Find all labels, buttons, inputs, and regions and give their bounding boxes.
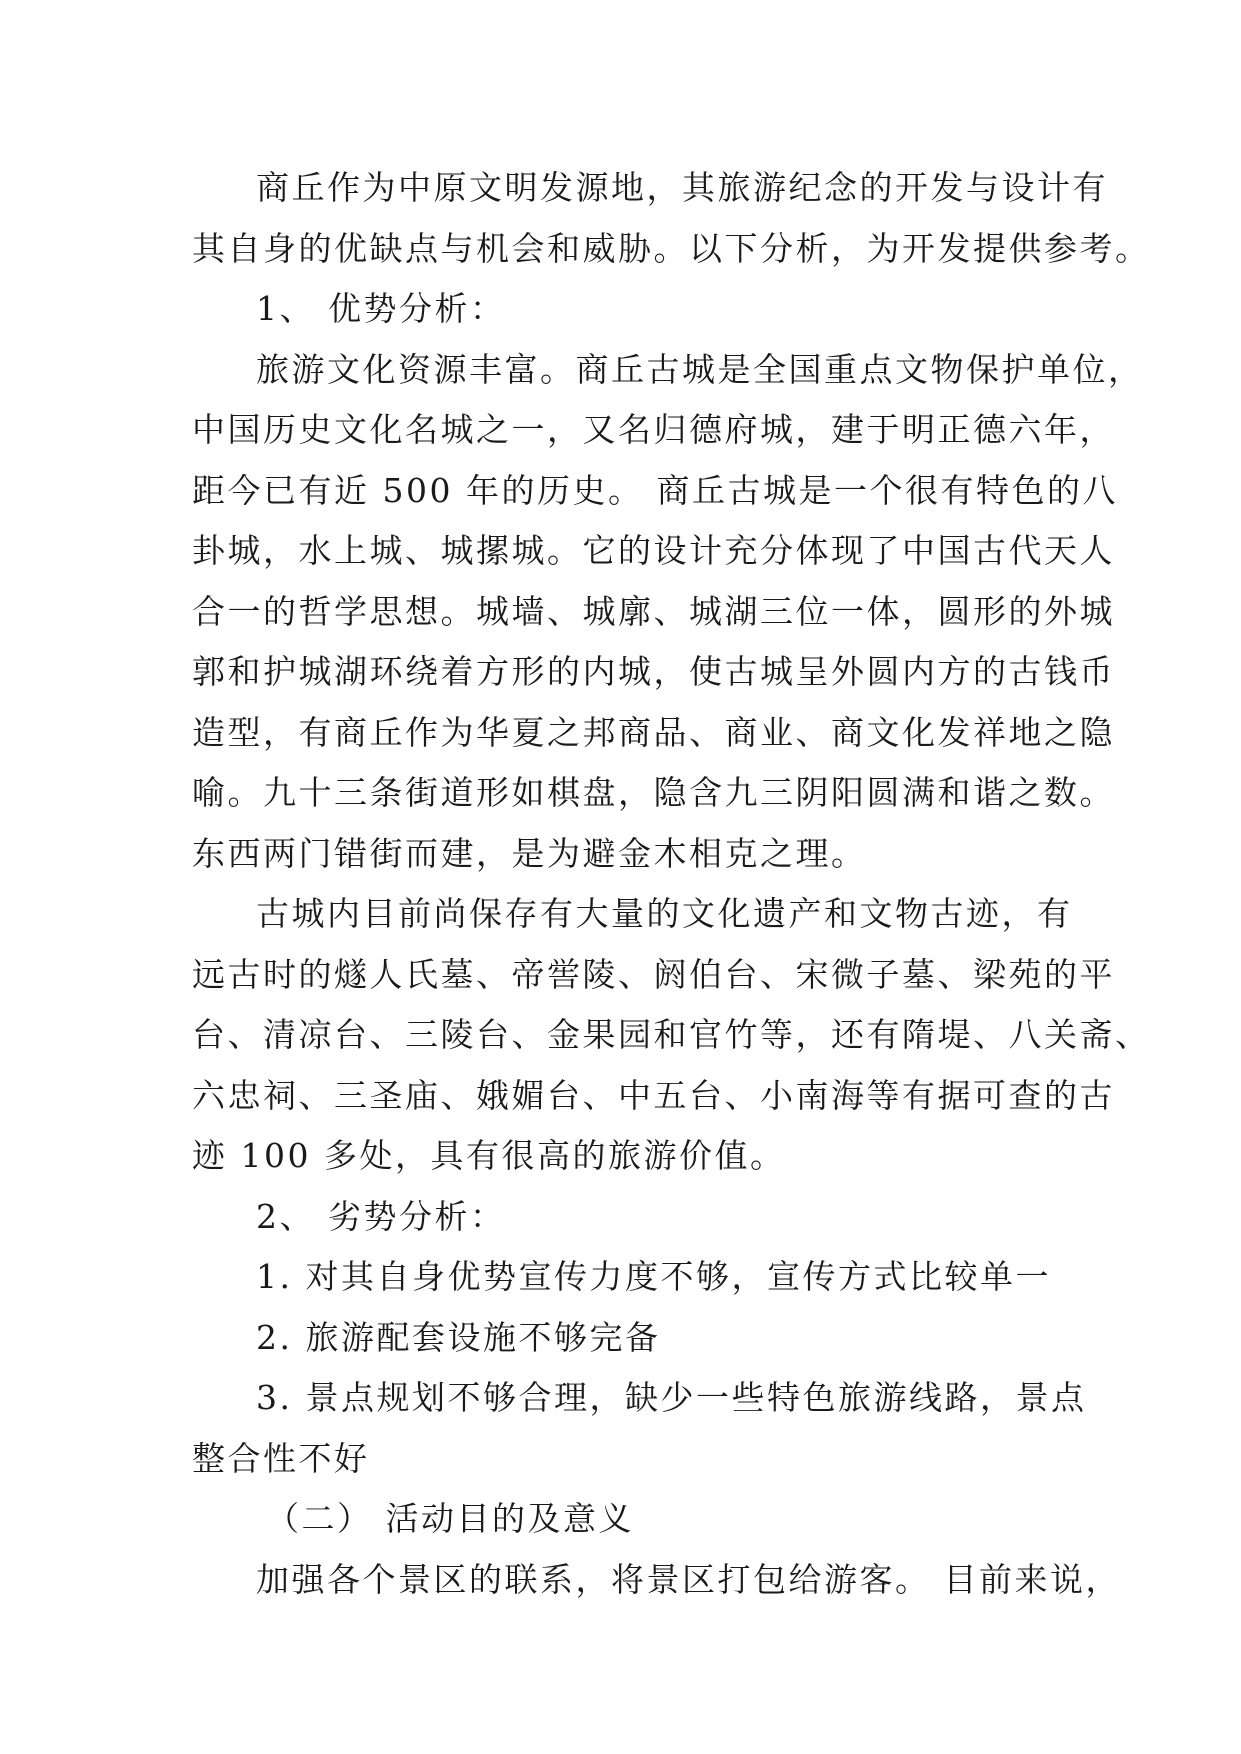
paragraph-line: 旅游文化资源丰富。商丘古城是全国重点文物保护单位， (256, 349, 1144, 389)
paragraph-line: 迹 100 多处，具有很高的旅游价值。 (192, 1136, 786, 1175)
paragraph-line: 六忠祠、三圣庙、娥媚台、中五台、小南海等有据可查的古 (192, 1075, 1115, 1115)
paragraph-line: 东西两门错街而建，是为避金木相克之理。 (192, 833, 867, 873)
paragraph-line: 古城内目前尚保存有大量的文化遗产和文物古迹，有 (256, 894, 1073, 933)
paragraph-line: 加强各个景区的联系，将景区打包给游客。 目前来说， (256, 1559, 1121, 1599)
paragraph-line: 其自身的优缺点与机会和威胁。以下分析，为开发提供参考。 (192, 228, 1151, 268)
list-item: 2. 旅游配套设施不够完备 (256, 1317, 661, 1357)
paragraph-line: 台、清凉台、三陵台、金果园和官竹等，还有隋堤、八关斋、 (192, 1015, 1151, 1054)
list-item-continuation: 整合性不好 (192, 1438, 370, 1478)
paragraph-line: 郭和护城湖环绕着方形的内城，使古城呈外圆内方的古钱币 (192, 652, 1115, 691)
list-item: 1. 对其自身优势宣传力度不够，宣传方式比较单一 (256, 1257, 1051, 1296)
section-heading-strengths: 1、 优势分析： (256, 289, 506, 328)
section-heading-weaknesses: 2、 劣势分析： (256, 1196, 506, 1236)
paragraph-line: 喻。九十三条街道形如棋盘，隐含九三阴阳圆满和谐之数。 (192, 773, 1115, 812)
paragraph-line: 卦城，水上城、城摞城。它的设计充分体现了中国古代天人 (192, 531, 1115, 570)
paragraph-line: 合一的哲学思想。城墙、城廓、城湖三位一体，圆形的外城 (192, 591, 1115, 631)
document-body (192, 158, 1151, 1610)
section-heading-purpose: （二） 活动目的及意义 (266, 1499, 634, 1538)
paragraph-line: 造型，有商丘作为华夏之邦商品、商业、商文化发祥地之隐 (192, 712, 1115, 752)
paragraph-line: 远古时的燧人氏墓、帝喾陵、阏伯台、宋微子墓、梁苑的平 (192, 954, 1115, 994)
paragraph-line: 距今已有近 500 年的历史。 商丘古城是一个很有特色的八 (192, 470, 1118, 510)
list-item: 3. 景点规划不够合理，缺少一些特色旅游线路，景点 (256, 1378, 1087, 1417)
paragraph-line: 中国历史文化名城之一，又名归德府城，建于明正德六年， (192, 410, 1115, 449)
paragraph-line: 商丘作为中原文明发源地，其旅游纪念的开发与设计有 (256, 168, 1108, 207)
